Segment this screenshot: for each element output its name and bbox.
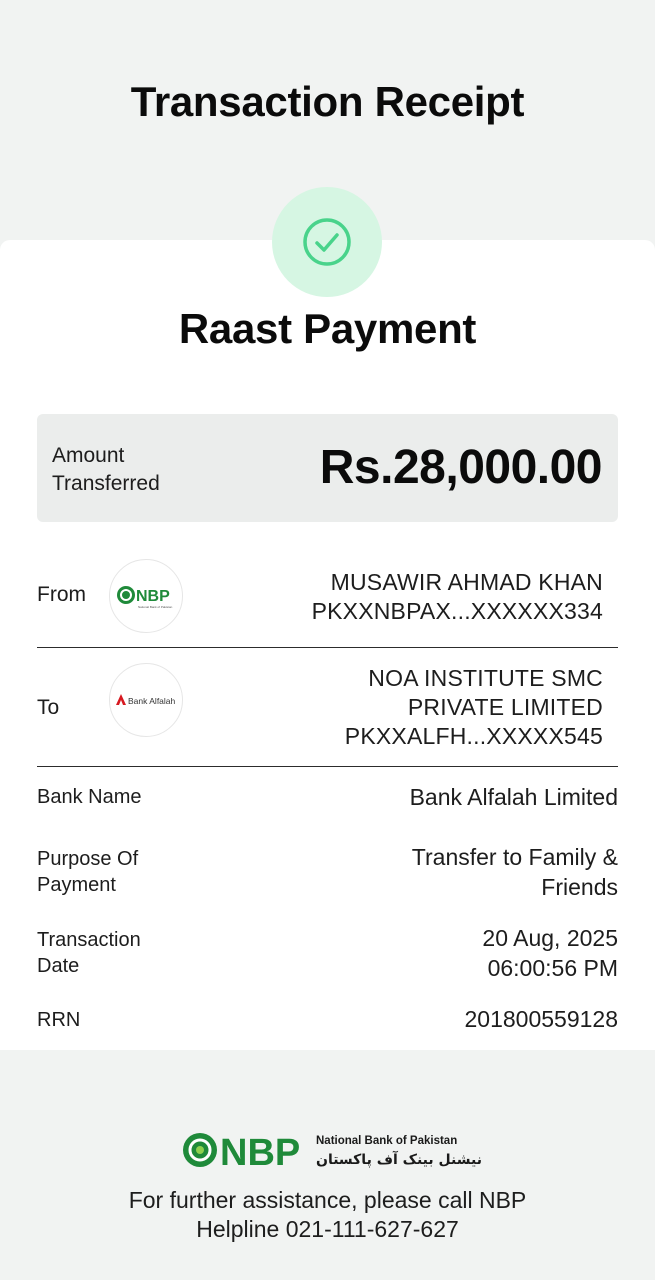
rrn-label: RRN bbox=[37, 1009, 81, 1031]
from-row bbox=[37, 558, 618, 634]
to-label: To bbox=[37, 696, 60, 719]
page-title: Transaction Receipt bbox=[130, 78, 525, 125]
helpline-line2: Helpline 021-111-627-627 bbox=[196, 1216, 459, 1242]
divider bbox=[37, 647, 618, 648]
to-details bbox=[345, 664, 603, 751]
transaction-date-label: Transaction Date bbox=[37, 929, 141, 977]
bank-alfalah-logo-icon bbox=[109, 663, 183, 737]
bank-name-label: Bank Name bbox=[37, 786, 142, 808]
from-details bbox=[312, 568, 603, 626]
transaction-date-value: 20 Aug, 2025 06:00:56 PM bbox=[482, 925, 618, 981]
amount-label-line2: Transferred bbox=[52, 472, 160, 495]
to-name-line2: PRIVATE LIMITED bbox=[407, 694, 603, 720]
from-name: MUSAWIR AHMAD KHAN bbox=[330, 569, 603, 595]
footer-bank-name-en: National Bank of Pakistan bbox=[316, 1135, 458, 1147]
rrn-value: 201800559128 bbox=[464, 1006, 618, 1032]
svg-text:NBP: NBP bbox=[136, 588, 170, 605]
bank-name-value: Bank Alfalah Limited bbox=[409, 784, 618, 810]
footer-logo-text: NBP bbox=[220, 1132, 301, 1174]
from-account: PKXXNBPAX...XXXXXX334 bbox=[311, 598, 603, 624]
footer-bank-name-ur: نیشنل بینک آف پاکستان bbox=[316, 1152, 482, 1168]
helpline-text bbox=[0, 1186, 655, 1244]
divider bbox=[37, 766, 618, 767]
nbp-footer-logo-icon bbox=[182, 1128, 482, 1176]
purpose-value: Transfer to Family & Friends bbox=[411, 844, 618, 900]
purpose-label: Purpose Of Payment bbox=[37, 848, 139, 896]
to-row bbox=[37, 662, 618, 754]
amount-value: Rs.28,000.00 bbox=[319, 441, 602, 494]
check-circle-icon bbox=[301, 216, 353, 268]
amount-label-line1: Amount bbox=[52, 444, 125, 467]
amount-label bbox=[52, 442, 202, 498]
to-name-line1: NOA INSTITUTE SMC bbox=[368, 665, 603, 691]
payment-type-title: Raast Payment bbox=[178, 305, 477, 352]
nbp-logo-icon bbox=[109, 559, 183, 633]
to-account: PKXXALFH...XXXXX545 bbox=[344, 723, 603, 749]
helpline-line1: For further assistance, please call NBP bbox=[128, 1187, 527, 1213]
svg-text:National Bank of Pakistan: National Bank of Pakistan bbox=[138, 605, 173, 609]
from-label: From bbox=[37, 583, 86, 606]
amount-box bbox=[37, 414, 618, 522]
alfalah-logo-text: Bank Alfalah bbox=[128, 696, 176, 706]
success-badge bbox=[272, 187, 382, 297]
